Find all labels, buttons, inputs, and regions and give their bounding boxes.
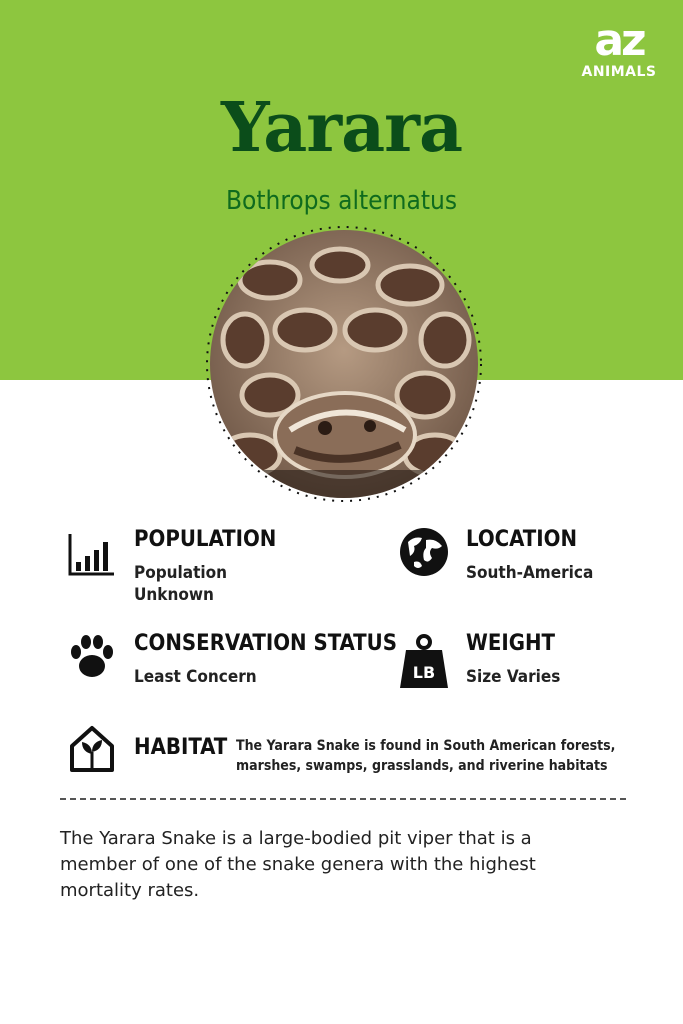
bar-chart-icon	[66, 526, 118, 578]
conservation-status-value: Least Concern	[134, 667, 257, 687]
weight-icon-text: LB	[412, 663, 436, 682]
habitat-label: HABITAT	[134, 735, 228, 760]
logo-text: ANIMALS	[581, 64, 657, 80]
location-value: South-America	[466, 563, 594, 583]
dashed-divider	[60, 798, 626, 800]
paw-icon	[66, 630, 118, 682]
scientific-name: Bothrops alternatus	[225, 186, 458, 216]
logo-mark: az	[594, 15, 644, 66]
animal-name-title: Yarara	[220, 88, 463, 168]
snake-photo	[210, 230, 478, 498]
globe-icon	[398, 526, 450, 578]
description-paragraph: The Yarara Snake is a large-bodied pit viper that is a member of one of the snake genera with the highest mortality rates.	[60, 828, 536, 901]
snake-scale-pattern	[210, 230, 478, 498]
conservation-status-fact	[66, 630, 397, 690]
snake-photo-frame	[210, 230, 478, 498]
weight-label: WEIGHT	[466, 631, 556, 656]
population-label: POPULATION	[134, 527, 277, 552]
conservation-status-label: CONSERVATION STATUS	[134, 631, 397, 656]
weight-fact	[398, 630, 658, 694]
location-fact	[398, 526, 658, 586]
population-fact	[66, 526, 346, 606]
weight-icon	[398, 634, 450, 690]
az-animals-logo[interactable]	[577, 15, 661, 80]
population-value: Population Unknown	[134, 563, 228, 605]
location-label: LOCATION	[466, 527, 578, 552]
weight-value: Size Varies	[466, 667, 561, 687]
house-plant-icon	[66, 722, 118, 774]
habitat-fact	[66, 722, 236, 774]
habitat-value: The Yarara Snake is found in South American forests, marshes, swamps, grasslands, and riverine habitats	[236, 738, 616, 774]
